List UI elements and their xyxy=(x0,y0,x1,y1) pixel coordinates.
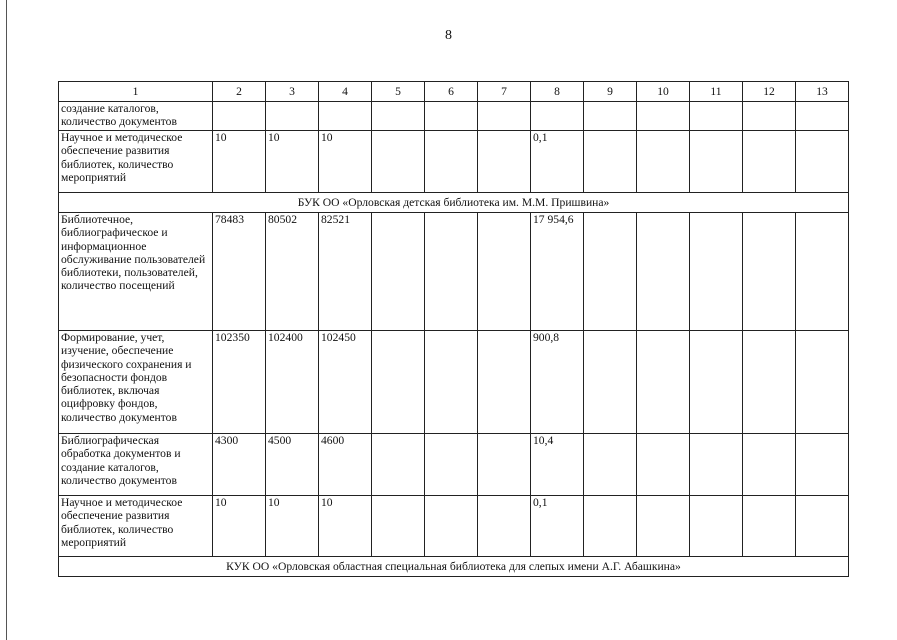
empty-cell xyxy=(637,213,690,331)
empty-cell xyxy=(637,331,690,434)
empty-cell xyxy=(372,213,425,331)
value-cell-col4 xyxy=(319,102,372,131)
column-header: 10 xyxy=(637,82,690,102)
column-header: 9 xyxy=(584,82,637,102)
service-name-cell: Библиотечное, библиографическое и информационное обслуживание пользователей библиотеки, пользователей, количество посещений xyxy=(59,213,213,331)
empty-cell xyxy=(425,496,478,557)
section-title: БУК ОО «Орловская детская библиотека им. М.М. Пришвина» xyxy=(59,193,849,213)
empty-cell xyxy=(796,131,849,193)
empty-cell xyxy=(478,331,531,434)
value-cell-col4: 4600 xyxy=(319,434,372,496)
service-name-cell: создание каталогов, количество документов xyxy=(59,102,213,131)
table-row xyxy=(59,496,849,557)
value-cell-col8: 10,4 xyxy=(531,434,584,496)
column-header: 4 xyxy=(319,82,372,102)
empty-cell xyxy=(796,496,849,557)
empty-cell xyxy=(796,331,849,434)
value-cell-col4: 10 xyxy=(319,496,372,557)
empty-cell xyxy=(478,213,531,331)
value-cell-col2: 10 xyxy=(213,496,266,557)
empty-cell xyxy=(425,434,478,496)
table-row xyxy=(59,102,849,131)
table-row xyxy=(59,434,849,496)
empty-cell xyxy=(478,434,531,496)
empty-cell xyxy=(425,102,478,131)
empty-cell xyxy=(637,496,690,557)
empty-cell xyxy=(425,131,478,193)
empty-cell xyxy=(478,102,531,131)
empty-cell xyxy=(584,213,637,331)
empty-cell xyxy=(690,131,743,193)
value-cell-col3: 10 xyxy=(266,496,319,557)
empty-cell xyxy=(637,102,690,131)
empty-cell xyxy=(425,331,478,434)
value-cell-col8: 0,1 xyxy=(531,496,584,557)
empty-cell xyxy=(372,496,425,557)
table-row xyxy=(59,331,849,434)
empty-cell xyxy=(690,102,743,131)
empty-cell xyxy=(796,213,849,331)
value-cell-col3 xyxy=(266,102,319,131)
empty-cell xyxy=(690,434,743,496)
column-header: 3 xyxy=(266,82,319,102)
empty-cell xyxy=(584,131,637,193)
empty-cell xyxy=(690,331,743,434)
value-cell-col3: 4500 xyxy=(266,434,319,496)
empty-cell xyxy=(478,496,531,557)
value-cell-col3: 80502 xyxy=(266,213,319,331)
value-cell-col2: 4300 xyxy=(213,434,266,496)
empty-cell xyxy=(743,434,796,496)
value-cell-col2: 102350 xyxy=(213,331,266,434)
budget-table xyxy=(58,81,849,577)
empty-cell xyxy=(796,102,849,131)
service-name-cell: Библиографическая обработка документов и создание каталогов, количество документов xyxy=(59,434,213,496)
column-header: 1 xyxy=(59,82,213,102)
empty-cell xyxy=(584,496,637,557)
section-header-row xyxy=(59,193,849,213)
empty-cell xyxy=(372,331,425,434)
section-header-row xyxy=(59,557,849,577)
value-cell-col2: 78483 xyxy=(213,213,266,331)
value-cell-col4: 10 xyxy=(319,131,372,193)
column-header: 6 xyxy=(425,82,478,102)
column-header: 2 xyxy=(213,82,266,102)
empty-cell xyxy=(584,102,637,131)
value-cell-col3: 102400 xyxy=(266,331,319,434)
empty-cell xyxy=(743,331,796,434)
empty-cell xyxy=(743,213,796,331)
column-header: 5 xyxy=(372,82,425,102)
table-row xyxy=(59,131,849,193)
empty-cell xyxy=(372,102,425,131)
value-cell-col4: 82521 xyxy=(319,213,372,331)
table-row xyxy=(59,213,849,331)
empty-cell xyxy=(637,131,690,193)
service-name-cell: Формирование, учет, изучение, обеспечение физического сохранения и безопасности фондов библиотек, включая оцифровку фондов, количество документов xyxy=(59,331,213,434)
empty-cell xyxy=(637,434,690,496)
value-cell-col3: 10 xyxy=(266,131,319,193)
empty-cell xyxy=(584,434,637,496)
column-header: 8 xyxy=(531,82,584,102)
value-cell-col8: 0,1 xyxy=(531,131,584,193)
value-cell-col8 xyxy=(531,102,584,131)
empty-cell xyxy=(478,131,531,193)
empty-cell xyxy=(690,496,743,557)
value-cell-col2: 10 xyxy=(213,131,266,193)
empty-cell xyxy=(584,331,637,434)
empty-cell xyxy=(743,102,796,131)
empty-cell xyxy=(372,131,425,193)
page-number: 8 xyxy=(445,28,452,43)
value-cell-col8: 17 954,6 xyxy=(531,213,584,331)
column-header: 7 xyxy=(478,82,531,102)
column-number-row xyxy=(59,82,849,102)
empty-cell xyxy=(743,131,796,193)
empty-cell xyxy=(372,434,425,496)
column-header: 12 xyxy=(743,82,796,102)
empty-cell xyxy=(796,434,849,496)
page-edge-line xyxy=(6,0,7,640)
value-cell-col4: 102450 xyxy=(319,331,372,434)
empty-cell xyxy=(743,496,796,557)
value-cell-col2 xyxy=(213,102,266,131)
service-name-cell: Научное и методическое обеспечение развития библиотек, количество мероприятий xyxy=(59,131,213,193)
column-header: 13 xyxy=(796,82,849,102)
section-title: КУК ОО «Орловская областная специальная библиотека для слепых имени А.Г. Абашкина» xyxy=(59,557,849,577)
value-cell-col8: 900,8 xyxy=(531,331,584,434)
empty-cell xyxy=(690,213,743,331)
column-header: 11 xyxy=(690,82,743,102)
empty-cell xyxy=(425,213,478,331)
service-name-cell: Научное и методическое обеспечение развития библиотек, количество мероприятий xyxy=(59,496,213,557)
